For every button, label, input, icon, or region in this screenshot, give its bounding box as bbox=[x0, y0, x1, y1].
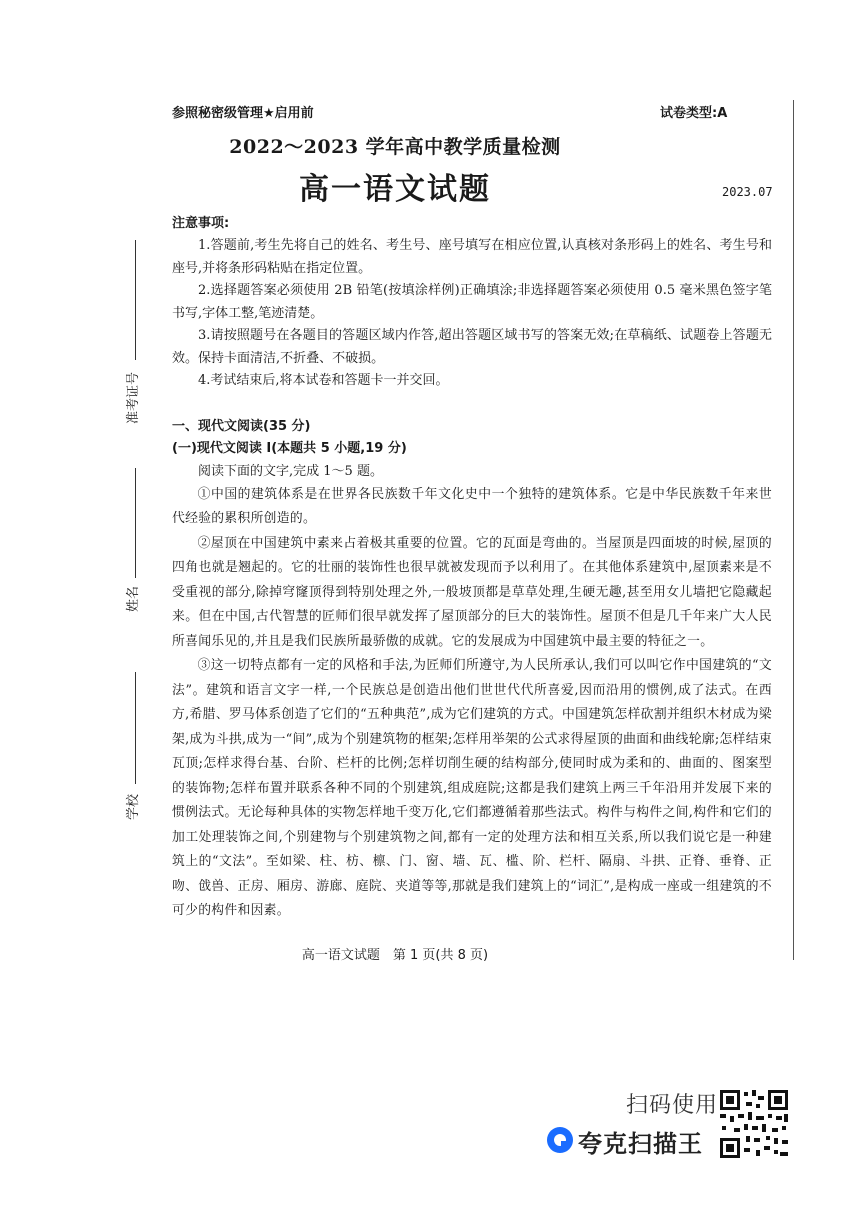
note-item: 2.选择题答案必须使用 2B 铅笔(按填涂样例)正确填涂;非选择题答案必须使用 0.5 毫米黑色签字笔书写,字体工整,笔迹清楚。 bbox=[172, 283, 772, 321]
exam-title: 2022～2023 学年高中教学质量检测 bbox=[229, 136, 561, 158]
scan-use-text: 扫码使用 bbox=[626, 1093, 719, 1118]
passage-paragraph: ②屋顶在中国建筑中素来占着极其重要的位置。它的瓦面是弯曲的。当屋顶是四面坡的时候,屋顶的四角也就是翘起的。它的壮丽的装饰性也很早就被发现而予以利用了。在其他体系建筑中,屋顶素来是不受重视的部分,除掉穹窿顶得到特别处理之外,一般坡顶都是草草处理,生硬无趣,甚至用女儿墙把它隐藏起来。但在中国,古代智慧的匠师们很早就发挥了屋顶部分的巨大的装饰性。屋顶不但是几千年来广大人民所喜闻乐见的,并且是我们民族所最骄傲的成就。它的发展成为中国建筑中最主要的特征之一。 bbox=[172, 535, 772, 649]
notes-heading: 注意事项: bbox=[172, 216, 230, 231]
school-line bbox=[135, 672, 136, 784]
sub-section-heading: (一)现代文阅读 I(本题共 5 小题,19 分) bbox=[172, 440, 407, 456]
brand-name: 夸克扫描王 bbox=[578, 1130, 703, 1158]
secrecy-label: 参照秘密级管理★启用前 bbox=[172, 106, 314, 121]
qr-code-icon[interactable] bbox=[718, 1088, 790, 1160]
passage-paragraph: ①中国的建筑体系是在世界各民族数千年文化史中一个独特的建筑体系。它是中华民族数千年来世代经验的累积所创造的。 bbox=[172, 486, 772, 526]
note-item: 3.请按照题号在各题目的答题区域内作答,超出答题区域书写的答案无效;在草稿纸、试题卷上答题无效。保持卡面清洁,不折叠、不破损。 bbox=[172, 328, 772, 366]
page-footer: 高一语文试题 第 1 页(共 8 页) bbox=[301, 948, 489, 963]
main-content bbox=[172, 212, 772, 924]
note-item: 4.考试结束后,将本试卷和答题卡一并交回。 bbox=[198, 373, 449, 388]
ticket-no-line bbox=[135, 240, 136, 360]
quark-logo-icon bbox=[546, 1126, 574, 1154]
subject-title: 高一语文试题 bbox=[299, 172, 491, 207]
note-item: 1.答题前,考生先将自己的姓名、考生号、座号填写在相应位置,认真核对条形码上的姓名、考生号和座号,并将条形码粘贴在指定位置。 bbox=[172, 238, 772, 276]
ticket-no-label: 准考证号 bbox=[126, 371, 141, 424]
passage-paragraph: ③这一切特点都有一定的风格和手法,为匠师们所遵守,为人民所承认,我们可以叫它作中国建筑的“文法”。建筑和语言文字一样,一个民族总是创造出他们世世代代所喜爱,因而沿用的惯例,成了法式。在西方,希腊、罗马体系创造了它们的“五种典范”,成为它们建筑的方式。中国建筑怎样砍割并组织木材成为梁架,成为斗拱,成为一“间”,成为个别建筑物的框架;怎样用举架的公式求得屋顶的曲面和曲线轮廓;怎样结束瓦顶;怎样求得台基、台阶、栏杆的比例;怎样切削生硬的结构部分,使同时成为柔和的、曲面的、图案型的装饰物;怎样布置并联系各种不同的个别建筑,组成庭院;这都是我们建筑上两三千年沿用并发展下来的惯例法式。无论每种具体的实物怎样地千变万化,它们都遵循着那些法式。构件与构件之间,构件和它们的加工处理装饰之间,个别建物与个别建筑物之间,都有一定的处理方法和相互关系,所以我们说它是一种建筑上的“文法”。至如梁、柱、枋、檩、门、窗、墙、瓦、槛、阶、栏杆、隔扇、斗拱、正脊、垂脊、正吻、戗兽、正房、厢房、游廊、庭院、夹道等等,那就是我们建筑上的“词汇”,是构成一座或一组建筑的不可少的构件和因素。 bbox=[172, 658, 772, 918]
section-heading: 一、现代文阅读(35 分) bbox=[172, 418, 311, 434]
exam-date: 2023.07 bbox=[722, 185, 773, 199]
name-line bbox=[135, 468, 136, 578]
school-label: 学校 bbox=[126, 793, 141, 820]
reading-instruction: 阅读下面的文字,完成 1～5 题。 bbox=[198, 463, 383, 479]
page-edge-line bbox=[793, 100, 794, 960]
paper-type-label: 试卷类型:A bbox=[660, 106, 728, 121]
name-label: 姓名 bbox=[126, 585, 141, 612]
